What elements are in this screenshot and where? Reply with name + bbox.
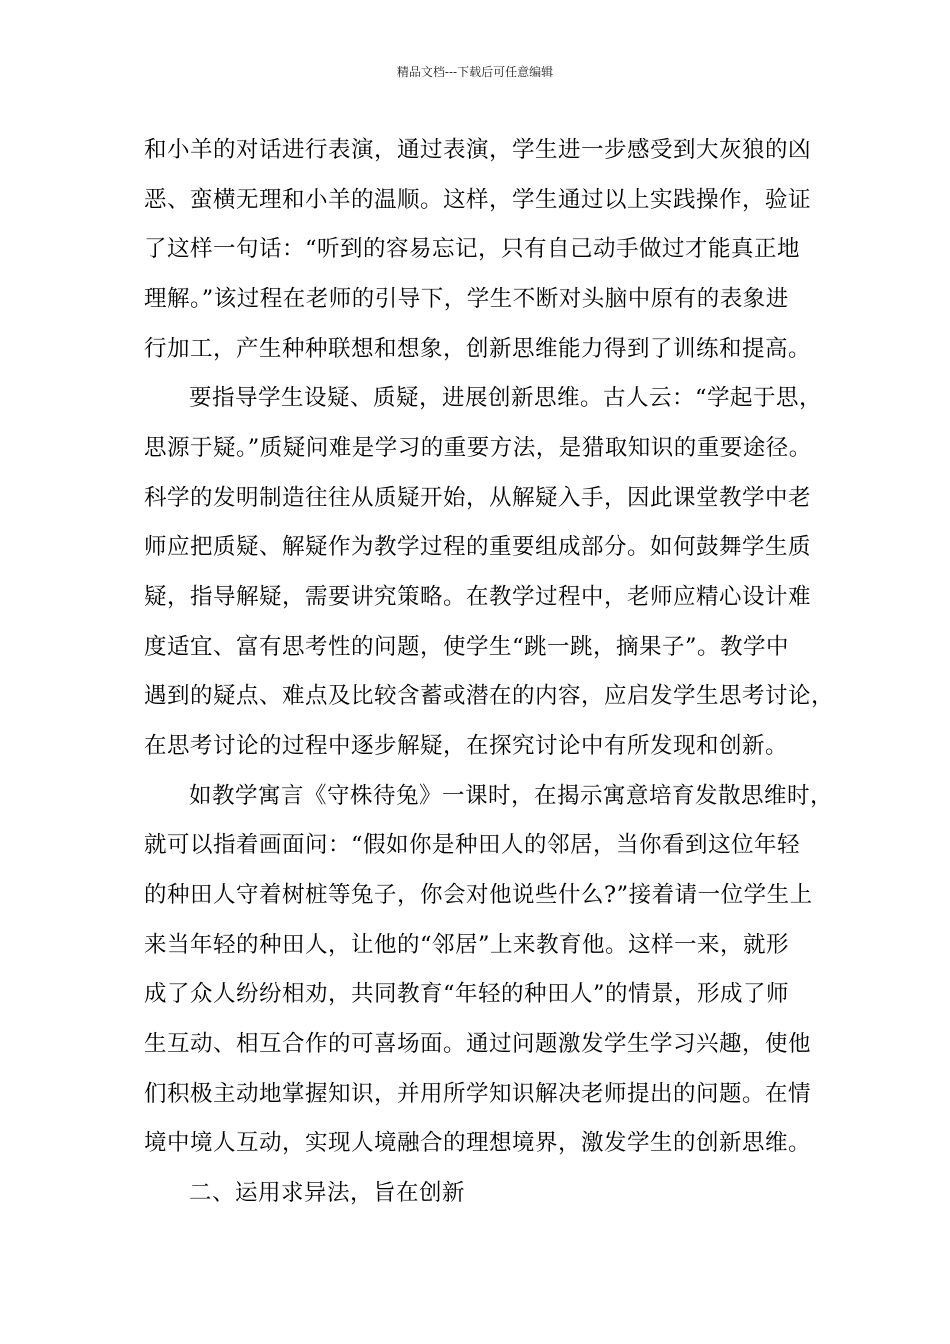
body-line: 了这样一句话：“听到的容易忘记，只有自己动手做过才能真正地 (144, 236, 801, 262)
body-line: 师应把质疑、解疑作为教学过程的重要组成部分。如何鼓舞学生质 (144, 534, 812, 560)
body-line: 科学的发明制造往往从质疑开始，从解疑入手，因此课堂教学中老 (144, 485, 812, 511)
body-line: 来当年轻的种田人，让他的“邻居”上来教育他。这样一来，就形 (144, 932, 790, 958)
paragraph-first-line: 如教学寓言《守株待兔》一课时，在揭示寓意培育发散思维时， (189, 783, 834, 809)
body-line: 理解。”该过程在老师的引导下，学生不断对头脑中原有的表象进 (144, 286, 789, 312)
body-line: 就可以指着画面问：“假如你是种田人的邻居，当你看到这位年轻 (144, 832, 801, 858)
body-line: 和小羊的对话进行表演，通过表演，学生进一步感受到大灰狼的凶 (144, 137, 812, 163)
body-line: 疑，指导解疑，需要讲究策略。在教学过程中，老师应精心设计难 (144, 584, 812, 610)
paragraph-first-line: 要指导学生设疑、质疑，进展创新思维。古人云：“学起于思， (189, 385, 823, 411)
body-line: 恶、蛮横无理和小羊的温顺。这样，学生通过以上实践操作，验证 (144, 187, 812, 213)
body-line: 在思考讨论的过程中逐步解疑，在探究讨论中有所发现和创新。 (144, 733, 789, 759)
body-line: 们积极主动地掌握知识，并用所学知识解决老师提出的问题。在情 (144, 1081, 812, 1107)
body-line: 度适宜、富有思考性的问题，使学生“跳一跳，摘果子”。教学中 (144, 634, 790, 660)
body-line: 成了众人纷纷相劝，共同教育“年轻的种田人”的情景，形成了师 (144, 981, 790, 1007)
body-line: 的种田人守着树桩等兔子，你会对他说些什么?”接着请一位学生上 (144, 882, 813, 908)
body-line: 行加工，产生种种联想和想象，创新思维能力得到了训练和提高。 (144, 336, 812, 362)
body-line: 境中境人互动，实现人境融合的理想境界，激发学生的创新思维。 (144, 1130, 812, 1156)
section-heading: 二、运用求异法，旨在创新 (189, 1180, 466, 1206)
body-line: 遇到的疑点、难点及比较含蓄或潜在的内容，应启发学生思考讨论， (144, 683, 835, 709)
body-line: 生互动、相互合作的可喜场面。通过问题激发学生学习兴趣，使他 (144, 1031, 812, 1057)
page-header: 精品文档---下载后可任意编辑 (396, 65, 554, 79)
body-line: 思源于疑。”质疑问难是学习的重要方法，是猎取知识的重要途径。 (144, 435, 812, 461)
